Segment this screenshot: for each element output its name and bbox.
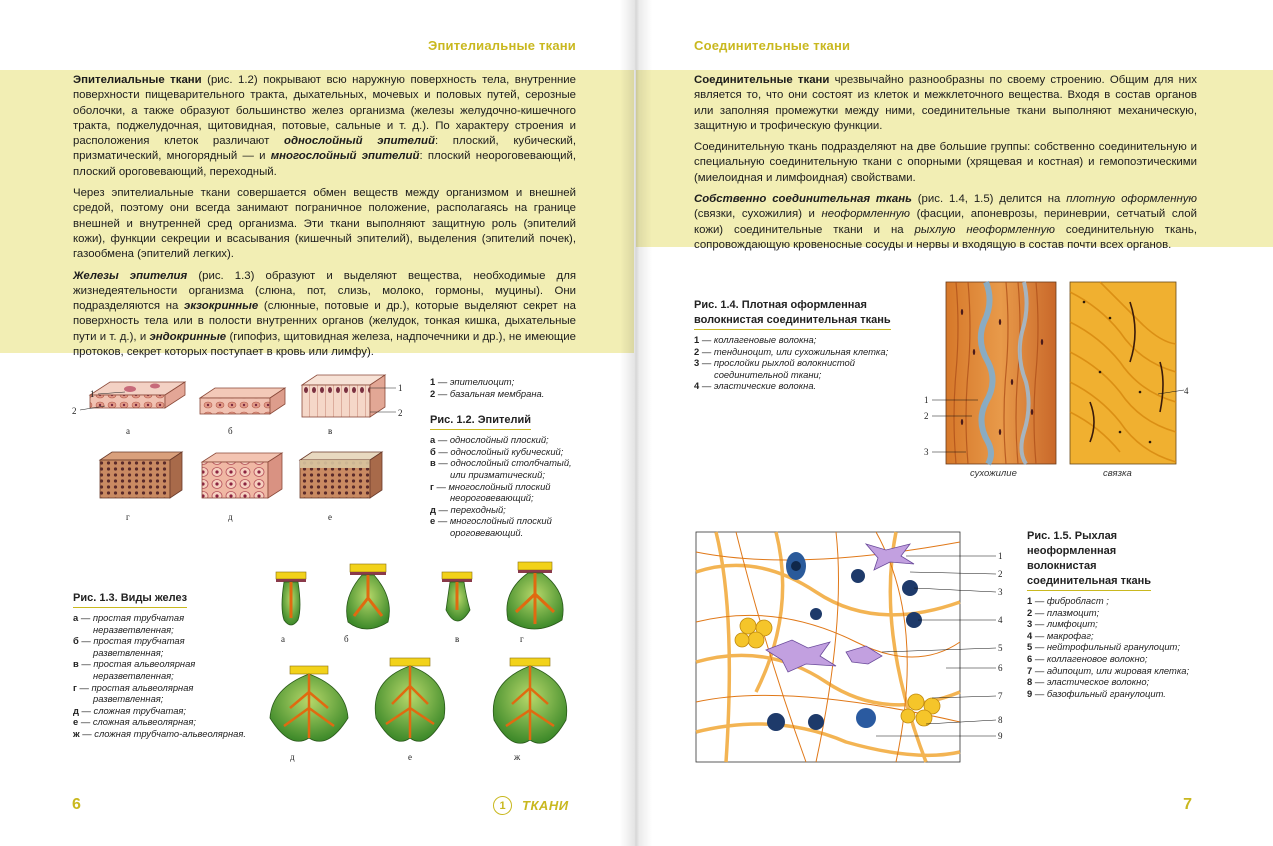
pointer-label: 8 — [998, 715, 1003, 725]
legend-text-continued: разветвленная; — [93, 646, 164, 658]
legend-item: 2 — тендиноцит, или сухожильная клетка; — [694, 345, 889, 357]
legend-text: однослойный кубический; — [450, 445, 564, 457]
legend-item: г — многослойный плоский — [430, 480, 551, 492]
legend-item: а — однослойный плоский; — [430, 434, 549, 446]
pointer-label: 6 — [998, 663, 1003, 673]
ligament-micrograph — [1070, 282, 1189, 464]
text-run: соединительную ткань, сопровождающую кровеносные сосуды и нервы и входящую в состав почти всех органов. — [694, 223, 1197, 251]
pointer-label: 1 — [998, 551, 1003, 561]
figure-letter: в — [455, 634, 460, 644]
legend-item: ж — сложная трубчато-альвеолярная. — [73, 727, 246, 739]
epithelium-c — [302, 375, 385, 417]
legend-text: простая трубчатая — [92, 612, 185, 623]
right-page — [636, 0, 1273, 846]
legend-key: 1 — [1027, 595, 1033, 606]
loose-tissue-figure — [696, 532, 1020, 762]
emphasis-term: однослойный эпителий — [284, 135, 435, 148]
gland-c — [442, 572, 472, 621]
body-text — [694, 73, 1197, 259]
figure-title — [694, 298, 891, 330]
paragraph — [73, 186, 576, 262]
legend-item: 4 — эластические волокна. — [694, 380, 817, 392]
tendon-micrograph — [924, 282, 1056, 464]
legend-text: прослойки рыхлой волокнистой — [713, 357, 855, 369]
legend-key: 2 — [1027, 606, 1033, 618]
legend-key: б — [73, 635, 79, 647]
text-run: (слюнные, потовые и др.), которые выделяют секрет на поверхность тела или в полости внутренних органов (желудок, тонкая кишка, дыхательные пути и т. д.), и — [73, 300, 576, 343]
pointer-label: 4 — [998, 615, 1003, 625]
legend-text-continued: разветвленная; — [93, 693, 164, 705]
figure-letter: д — [228, 512, 233, 522]
legend-item: а — простая трубчатая — [73, 612, 185, 623]
legend-item: 7 — адипоцит, или жировая клетка; — [1027, 664, 1190, 676]
figure-letter: б — [344, 634, 349, 644]
emphasis-term: экзокринные — [184, 300, 259, 313]
pointer-label: 3 — [998, 587, 1003, 597]
figure-letter: б — [228, 426, 233, 436]
legend-text: простая альвеолярная — [93, 658, 196, 670]
figure-letter: е — [328, 512, 332, 522]
figure-title-line: волокнистая соединительная ткань — [694, 314, 891, 326]
figure-title: Рис. 1.3. Виды желез — [73, 591, 187, 608]
legend-item: 1 — эпителиоцит; — [430, 376, 515, 387]
legend-item: 2 — плазмоцит; — [1027, 606, 1100, 618]
legend-text: сложная трубчатая; — [93, 704, 187, 716]
legend-key: 1 — [694, 334, 700, 345]
gland-g — [493, 658, 567, 743]
legend-item: 9 — базофильный гранулоцит. — [1027, 687, 1166, 699]
legend-text: однослойный плоский; — [449, 434, 549, 446]
paragraph — [694, 192, 1197, 253]
legend-item: в — однослойный столбчатый, — [430, 457, 572, 469]
legend-key: 5 — [1027, 641, 1033, 653]
running-head: Соединительные ткани — [694, 38, 851, 53]
legend-text-continued: неороговевающий; — [450, 492, 534, 504]
legend-key: 9 — [1027, 687, 1033, 699]
legend-item: е — многослойный плоский — [430, 515, 552, 527]
text-run: (рис. 1.3) образуют и выделяют вещества, необходимые для жизнедеятельности организма (слюна, пот, слизь, молоко, гормоны, муцины). Они подразделяются на — [73, 269, 577, 313]
figure-letter: а — [126, 426, 130, 436]
pointer-label: 2 — [998, 569, 1003, 579]
legend-text: простая трубчатая — [93, 635, 185, 647]
legend-key: 6 — [1027, 652, 1033, 664]
page-number: 6 — [72, 796, 81, 813]
glands-figure — [262, 558, 562, 768]
legend-key: 3 — [1027, 618, 1033, 630]
figure-title: Рис. 1.2. Эпителий — [430, 413, 531, 430]
gland-e — [270, 666, 348, 741]
figure-title-line: Рис. 1.5. Рыхлая — [1027, 530, 1118, 542]
legend-text: коллагеновые волокна; — [713, 334, 817, 345]
gland-a — [276, 572, 306, 625]
legend-text: фибробласт ; — [1046, 595, 1109, 606]
legend-text: эпителиоцит; — [449, 376, 515, 387]
emphasis-term: многослойный эпителий — [270, 150, 420, 163]
text-run: (связки, сухожилия) и — [694, 208, 822, 221]
text-run: Соединительную ткань подразделяют на две большие группы: собственно соединительную и специальную соединительную ткани с опорными (хрящевая и костная) и гемопоэтическими (миелоидная и лимфоидная) свойствами. — [694, 141, 1197, 184]
running-head: Эпителиальные ткани — [428, 38, 576, 53]
emphasis-term: рыхлую неоформленную — [914, 223, 1055, 236]
legend-text: плазмоцит; — [1046, 606, 1100, 618]
legend-item: в — простая альвеолярная — [73, 658, 196, 670]
emphasis-term: плотную оформленную — [1066, 193, 1197, 206]
figure-title-line: соединительная ткань — [1027, 575, 1152, 587]
pointer-label: 2 — [72, 406, 77, 416]
paragraph — [73, 269, 576, 361]
pointer-label: 1 — [90, 389, 95, 399]
legend-text: коллагеновое волокно; — [1046, 652, 1148, 664]
text-run: (рис. 1.2) покрывают всю наружную поверхность тела, внутренние поверхности пищеварительного тракта, дыхательных, мочевых и половых путей, серозные оболочки, а также образуют большинство желез организма (железы желудочно-кишечного тракта, поджелудочная, щитовидная, потовые, сальные и т. д.). По характеру строения и расположения клеток различают — [73, 74, 576, 148]
pointer-label: 1 — [398, 383, 403, 393]
legend-text-continued: ороговевающий. — [450, 526, 524, 538]
legend-key: е — [73, 716, 79, 728]
legend-key: г — [73, 681, 77, 693]
legend-text: адипоцит, или жировая клетка; — [1046, 664, 1190, 676]
legend-key: 3 — [694, 357, 700, 369]
legend-text: макрофаг; — [1046, 629, 1094, 641]
legend-text-continued: или призматический; — [450, 468, 545, 480]
pointer-label: 9 — [998, 731, 1003, 741]
legend-text-continued: соединительной ткани; — [714, 368, 822, 380]
legend-key: а — [430, 434, 436, 446]
text-run: (фасции, апоневрозы, периневрии, сетчатый слой кожи) соединительные ткани и на — [694, 208, 1197, 236]
epithelium-e — [202, 453, 282, 498]
legend-item: б — однослойный кубический; — [430, 445, 564, 457]
pointer-label: 7 — [998, 691, 1003, 701]
legend-text-continued: неразветвленная; — [93, 669, 174, 681]
legend-item: б — простая трубчатая — [73, 635, 185, 647]
legend-item: 6 — коллагеновое волокно; — [1027, 652, 1148, 664]
legend-key: 2 — [430, 387, 436, 399]
body-text — [73, 73, 576, 366]
legend-key: а — [73, 612, 79, 623]
legend-item: е — сложная альвеолярная; — [73, 716, 196, 728]
legend-key: 4 — [1027, 629, 1033, 641]
legend-text: сложная альвеолярная; — [92, 716, 196, 728]
pointer-label: 2 — [398, 408, 403, 418]
epithelium-b — [200, 388, 285, 414]
figure-1-2-caption — [430, 376, 610, 539]
legend-text: базофильный гранулоцит. — [1046, 687, 1166, 699]
legend-item: 1 — коллагеновые волокна; — [694, 334, 817, 345]
emphasis-term: эндокринные — [149, 330, 227, 343]
epithelium-figure — [70, 370, 410, 530]
text-run: : плоский неороговевающий, плоский ороговевающий, переходный. — [73, 150, 576, 178]
gland-f — [375, 658, 445, 741]
legend-key: ж — [73, 727, 80, 739]
legend-key: 1 — [430, 376, 436, 387]
legend-key: е — [430, 515, 436, 527]
figure-1-3-caption — [73, 591, 273, 740]
figure-1-4-caption — [694, 298, 904, 392]
text-run: чрезвычайно разнообразны по своему строению. Общим для них является то, что они состоят из клеток и межклеточного вещества. Входя в состав органов или заполняя промежутки между ними, соединительные ткани выполняют механическую, защитную и трофическую функции. — [694, 74, 1197, 132]
legend-text: нейтрофильный гранулоцит; — [1046, 641, 1180, 653]
emphasis-term: Соединительные ткани — [694, 74, 830, 86]
figure-letter: д — [290, 752, 295, 762]
chapter-number: 1 — [493, 796, 512, 815]
legend-text: многослойный плоский — [449, 515, 552, 527]
pointer-label: 1 — [924, 395, 929, 405]
figure-letter: г — [520, 634, 524, 644]
pointer-label: 4 — [1184, 386, 1189, 396]
tendon-label: сухожилие — [970, 468, 1017, 479]
legend-text: эластические волокна. — [713, 380, 817, 392]
gland-b — [347, 564, 390, 629]
figure-title-line: Рис. 1.4. Плотная оформленная — [694, 299, 867, 311]
chapter-marker — [493, 796, 569, 815]
pointer-label: 2 — [924, 411, 929, 421]
legend-key: д — [430, 503, 436, 515]
legend-key: 7 — [1027, 664, 1033, 676]
legend-key: д — [73, 704, 79, 716]
legend-item: 5 — нейтрофильный гранулоцит; — [1027, 641, 1180, 653]
paragraph — [694, 73, 1197, 134]
legend-text: многослойный плоский — [448, 480, 551, 492]
text-run: Через эпителиальные ткани совершается обмен веществ между организмом и внешней средой, поэтому они всегда занимают пограничное положение, располагаясь на границе внешней и внутренней сред организма. Эти ткани выполняют защитную роль (эпителий кожи), функции секреции и всасывания (кишечный эпителий), выделения (эпителий почек), газообмена (эпителий легких). — [73, 187, 576, 261]
figure-letter: а — [281, 634, 285, 644]
legend-text: лимфоцит; — [1046, 618, 1098, 630]
legend-text-continued: неразветвленная; — [93, 623, 174, 635]
figure-title-line: волокнистая — [1027, 560, 1097, 572]
emphasis-term: Эпителиальные ткани — [73, 74, 202, 86]
paragraph — [694, 140, 1197, 186]
chapter-label: ТКАНИ — [522, 798, 569, 813]
figure-letter: ж — [514, 752, 521, 762]
epithelium-a — [90, 382, 185, 408]
legend-item: 1 — фибробласт ; — [1027, 595, 1109, 606]
legend-item: 3 — лимфоцит; — [1027, 618, 1098, 630]
figure-letter: в — [328, 426, 333, 436]
figure-letter: г — [126, 512, 130, 522]
legend-item: 3 — прослойки рыхлой волокнистой — [694, 357, 855, 369]
legend-key: в — [430, 457, 436, 469]
legend-text: эластическое волокно; — [1046, 676, 1150, 688]
paragraph — [73, 73, 576, 180]
legend-key: в — [73, 658, 79, 670]
legend-key: 8 — [1027, 676, 1033, 688]
figure-letter: е — [408, 752, 412, 762]
emphasis-term: Железы эпителия — [73, 269, 188, 282]
legend-item: г — простая альвеолярная — [73, 681, 194, 693]
emphasis-term: неоформленную — [821, 208, 910, 221]
emphasis-term: Собственно соединительная ткань — [694, 193, 912, 206]
pointer-label: 3 — [924, 447, 929, 457]
left-page — [0, 0, 634, 846]
legend-text: переходный; — [450, 503, 506, 515]
legend-text: тендиноцит, или сухожильная клетка; — [713, 345, 889, 357]
legend-item: д — сложная трубчатая; — [73, 704, 187, 716]
legend-key: 2 — [694, 345, 700, 357]
legend-key: 4 — [694, 380, 700, 392]
figure-title — [1027, 529, 1151, 591]
legend-text: однослойный столбчатый, — [450, 457, 572, 469]
legend-text: простая альвеолярная — [91, 681, 194, 693]
text-run: (рис. 1.4, 1.5) делится на — [911, 193, 1067, 206]
page-number: 7 — [1183, 796, 1192, 813]
epithelium-d — [100, 452, 182, 498]
legend-key: б — [430, 445, 436, 457]
pointer-label: 5 — [998, 643, 1003, 653]
legend-item: 8 — эластическое волокно; — [1027, 676, 1150, 688]
legend-item: 2 — базальная мембрана. — [430, 387, 545, 399]
text-run: (гипофиз, щитовидная железа, надпочечники и др.), не имеющие протоков, секрет которых поступает в кровь или лимфу). — [73, 330, 576, 359]
legend-text: базальная мембрана. — [449, 387, 545, 399]
legend-text: сложная трубчато-альвеолярная. — [94, 727, 246, 739]
legend-item: 4 — макрофаг; — [1027, 629, 1094, 641]
ligament-label: связка — [1103, 468, 1132, 479]
figure-title-line: неоформленная — [1027, 545, 1117, 557]
legend-item: д — переходный; — [430, 503, 506, 515]
gland-d — [507, 562, 563, 629]
figure-1-5-caption — [1027, 529, 1217, 699]
text-run: : плоский, кубический, призматический, многорядный — и — [73, 135, 576, 163]
epithelium-f — [300, 452, 382, 498]
legend-key: г — [430, 480, 434, 492]
